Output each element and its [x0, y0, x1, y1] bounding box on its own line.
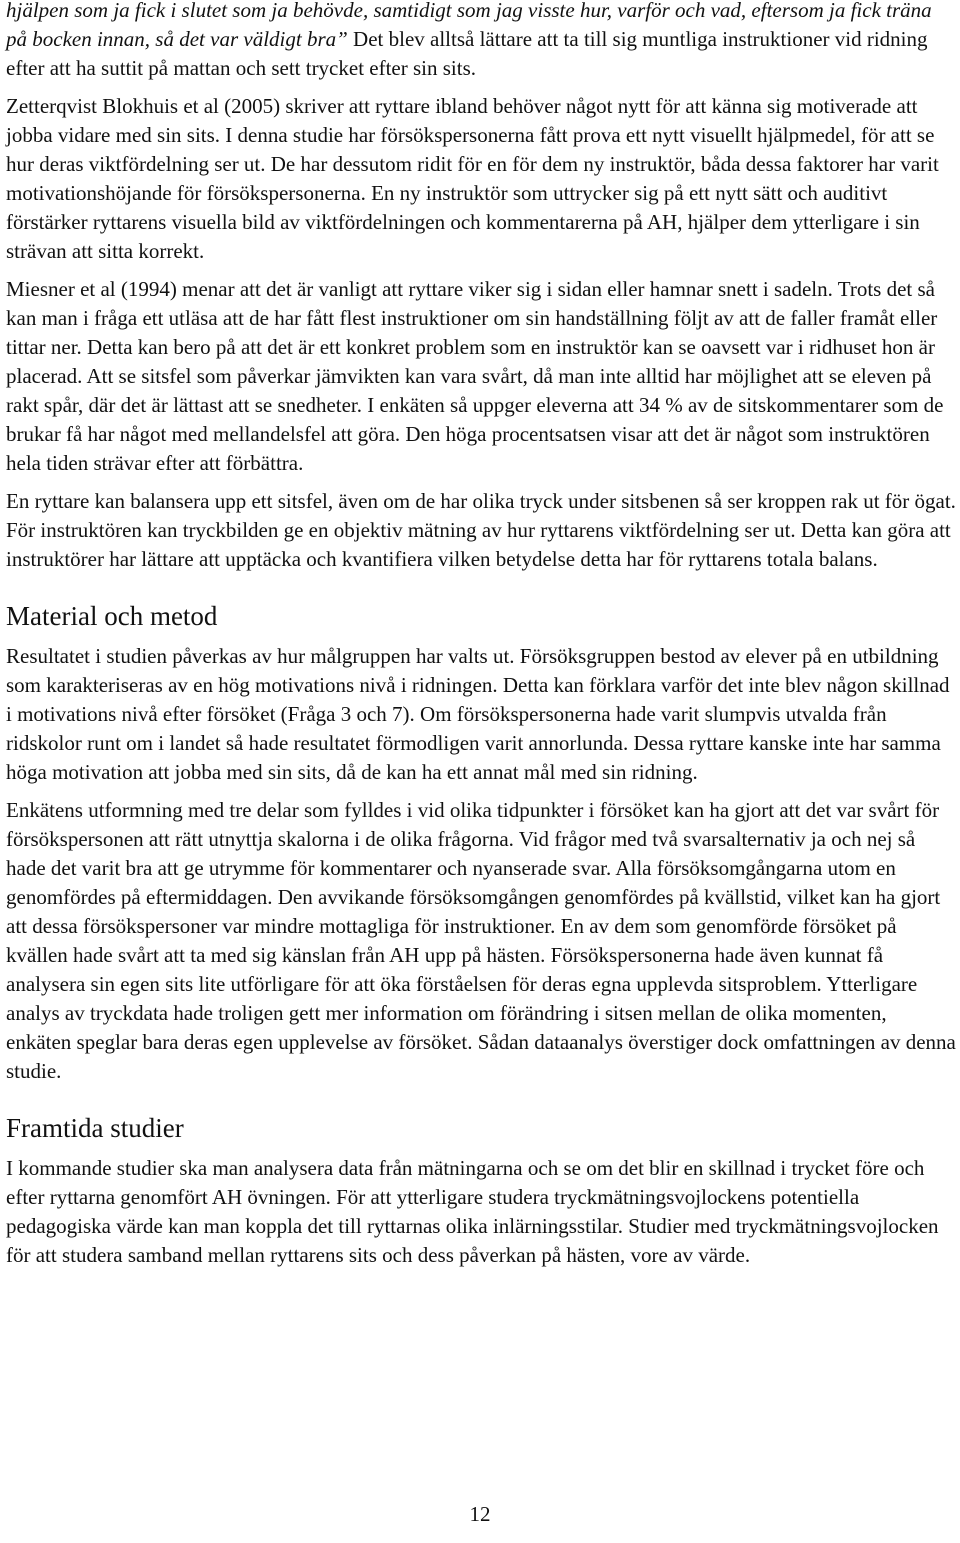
- paragraph: Miesner et al (1994) menar att det är vanligt att ryttare viker sig i sidan eller hamnar snett i sadeln. Trots det så kan man i fråga ett utläsa att de har fått flest instruktioner om sin handställning följt av att de faller framåt eller tittar ner. Detta kan bero på att det är ett konkret problem som en instruktör kan se oavsett var i ridhuset hon är placerad. Att se sitsfel som påverkar jämvikten kan vara svårt, då man inte alltid har möjlighet att se eleven på rakt spår, där det är lättast att se snedheter. I enkäten så uppger eleverna att 34 % av de sitskommentarer som de brukar få har något med mellandelsfel att göra. Den höga procentsatsen visar att det är något som instruktören hela tiden strävar efter att förbättra.: [6, 277, 944, 475]
- section-heading-future: Framtida studier: [6, 1113, 184, 1143]
- page-number: 12: [469, 1502, 491, 1526]
- paragraph: I kommande studier ska man analysera data från mätningarna och se om det blir en skillnad i trycket före och efter ryttarna genomfört AH övningen. För att ytterligare studera tryckmätningsvojlockens potentiella pedagogiska värde kan man koppla det till ryttarnas olika inlärningsstilar. Studier med tryckmätningsvojlocken för att studera samband mellan ryttarens sits och dess påverkan på hästen, vore av värde.: [6, 1156, 939, 1267]
- paragraph: Enkätens utformning med tre delar som fylldes i vid olika tidpunkter i försöket kan ha gjort att det var svårt för försökspersonen att rätt utnyttja skalorna i de olika frågorna. Vid frågor med två svarsalternativ ja och nej så hade det varit bra att ge utrymme för kommentarer och nyanserade svar. Alla försöksomgångarna utom en genomfördes på eftermiddagen. Den avvikande försöksomgången genomfördes på kvällstid, vilket kan ha gjort att dessa försökspersoner var mindre mottagliga för instruktioner. En av dem som genomförde försöket på kvällen hade svårt att ta med sig känslan från AH upp på hästen. Försökspersonerna hade även kunnat få analysera sin egen sits lite utförligare för att öka förståelsen för deras egna upplevda sitsproblem. Ytterligare analys av tryckdata hade troligen gett mer information om förändring i sitsen mellan de olika momenten, enkäten speglar bara deras egen upplevelse av försöket. Sådan dataanalys överstiger dock omfattningen av denna studie.: [6, 798, 956, 1083]
- paragraph-text: Det blev alltså lättare att ta till sig muntliga instruktioner vid ridning efter att ha suttit på mattan och sett trycket efter sin sits.: [6, 27, 928, 80]
- paragraph: Zetterqvist Blokhuis et al (2005) skriver att ryttare ibland behöver något nytt för att känna sig motiverade att jobba vidare med sin sits. I denna studie har försökspersonerna fått prova ett nytt visuellt hjälpmedel, för att se hur deras viktfördelning ser ut. De har dessutom ridit för en för dem ny instruktör, båda dessa faktorer har varit motivationshöjande för försökspersonerna. En ny instruktör som uttrycker sig på ett nytt sätt och auditivt förstärker ryttarens visuella bild av viktfördelningen och kommentarerna på AH, hjälper dem ytterligare i sin strävan att sitta korrekt.: [6, 94, 939, 263]
- section-heading-material: Material och metod: [6, 601, 218, 631]
- document-page: [6, 0, 956, 1270]
- quote-text: hjälpen som ja fick i slutet som ja behövde, samtidigt som jag visste hur, varför och vad, eftersom ja fick träna på bocken innan, så det var väldigt bra”: [6, 0, 932, 51]
- paragraph: En ryttare kan balansera upp ett sitsfel, även om de har olika tryck under sitsbenen så ser kroppen rak ut för ögat. För instruktören kan tryckbilden ge en objektiv mätning av hur ryttarens viktfördelning ser ut. Detta kan göra att instruktörer har lättare att upptäcka och kvantifiera vilken betydelse detta har för ryttarens totala balans.: [6, 489, 956, 571]
- paragraph-quote-continuation: [6, 0, 956, 83]
- paragraph: Resultatet i studien påverkas av hur målgruppen har valts ut. Försöksgruppen bestod av elever på en utbildning som karakteriseras av en hög motivations nivå i ridningen. Detta kan förklara varför det inte blev någon skillnad i motivations nivå efter försöket (Fråga 3 och 7). Om försökspersonerna hade varit slumpvis utvalda från ridskolor runt om i landet så hade resultatet förmodligen varit annorlunda. Dessa ryttare kanske inte har samma höga motivation att jobba med sin sits, då de kan ha ett annat mål med sin ridning.: [6, 644, 950, 784]
